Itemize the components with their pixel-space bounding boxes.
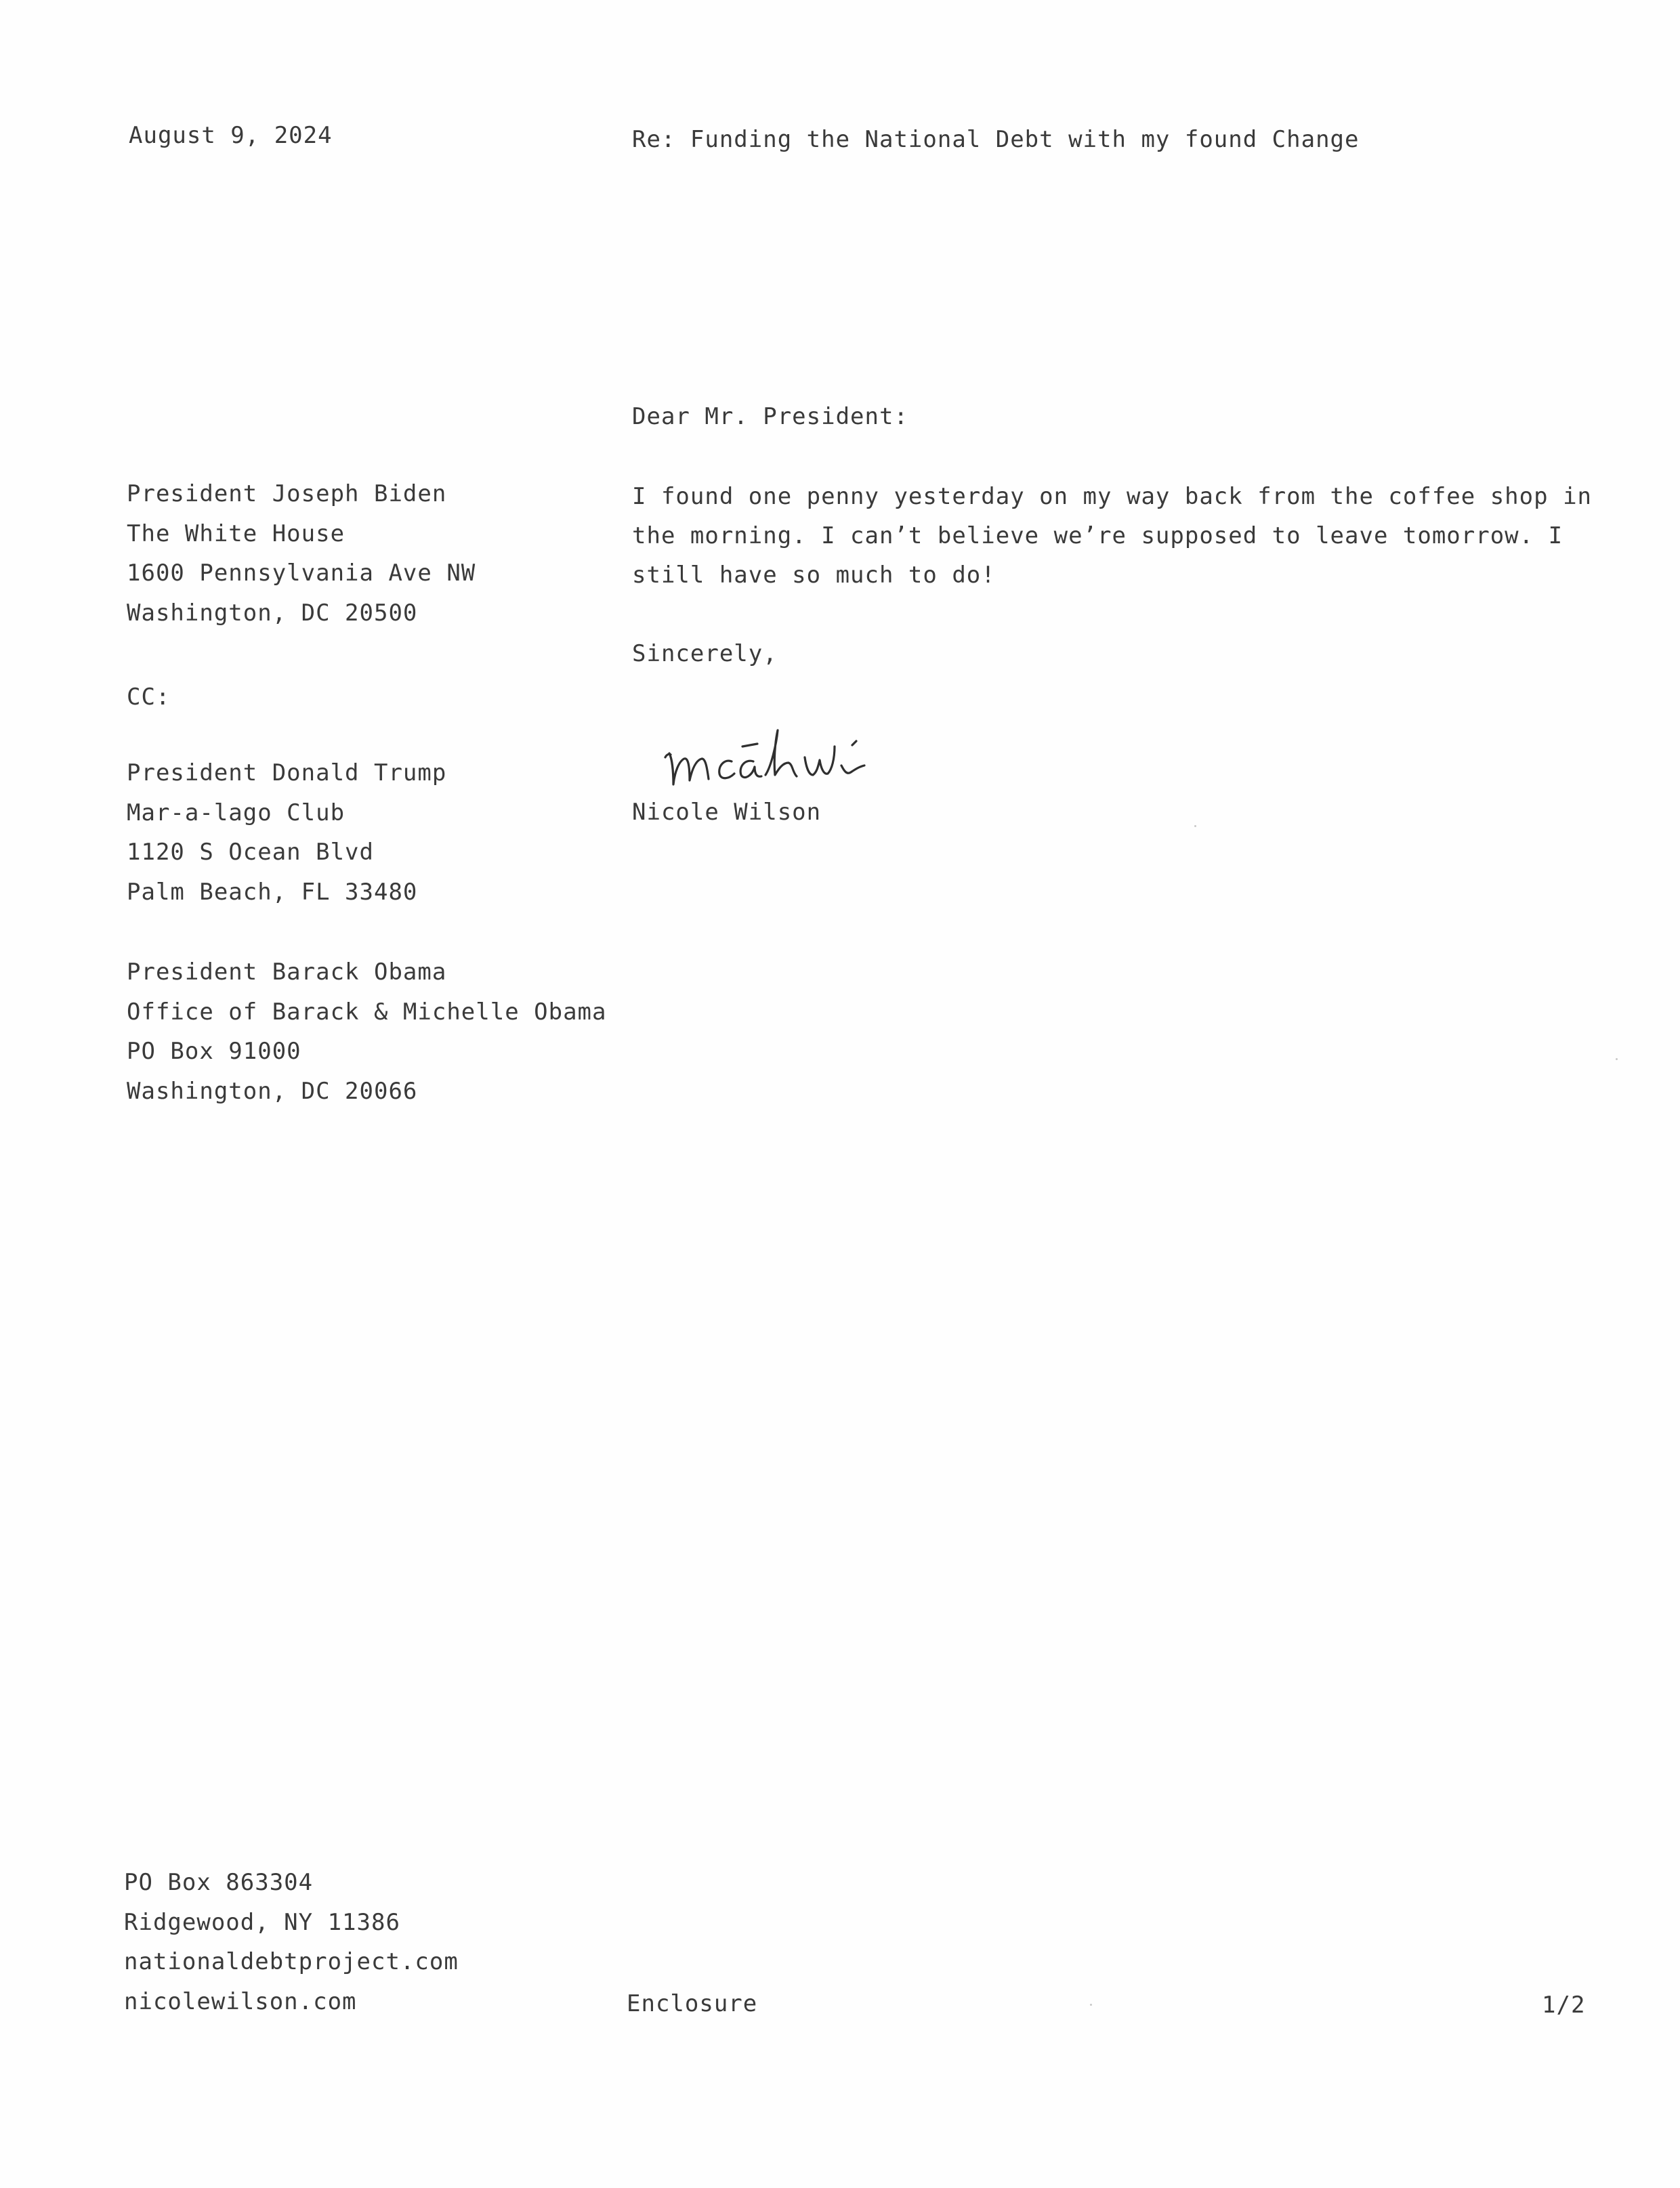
cc-recipient-line: Washington, DC 20066 — [127, 1077, 418, 1105]
body-line: the morning. I can’t believe we’re supposed to leave tomorrow. I — [632, 522, 1563, 549]
handwritten-signature — [664, 704, 1003, 799]
scan-speck — [1616, 1058, 1618, 1060]
scan-speck — [1090, 2004, 1092, 2006]
recipient-address — [127, 474, 476, 633]
signer-name: Nicole Wilson — [632, 799, 822, 826]
cc-recipient-address — [127, 753, 446, 912]
recipient-line: 1600 Pennsylvania Ave NW — [127, 560, 476, 587]
cc-recipient-line: Office of Barack & Michelle Obama — [127, 998, 607, 1026]
recipient-name: President Joseph Biden — [127, 480, 447, 507]
letter-date: August 9, 2024 — [129, 122, 333, 149]
cc-recipient-line: PO Box 91000 — [127, 1038, 301, 1065]
sender-website: nicolewilson.com — [124, 1987, 357, 2015]
sender-website: nationaldebtproject.com — [124, 1948, 459, 1975]
cc-recipient-line: Mar-a-lago Club — [127, 799, 345, 826]
body-line: still have so much to do! — [632, 562, 996, 589]
salutation: Dear Mr. President: — [632, 403, 908, 430]
closing: Sincerely, — [632, 640, 778, 667]
cc-recipient-line: Palm Beach, FL 33480 — [127, 878, 418, 906]
scan-speck — [1194, 825, 1196, 827]
recipient-line: The White House — [127, 520, 345, 547]
letter-body — [632, 477, 1592, 595]
cc-label: CC: — [127, 683, 171, 711]
sender-address — [124, 1863, 459, 2021]
cc-recipient-line: 1120 S Ocean Blvd — [127, 839, 374, 866]
cc-recipient-address — [127, 952, 607, 1111]
page-number: 1/2 — [1542, 1992, 1586, 2019]
enclosure-label: Enclosure — [627, 1990, 758, 2017]
recipient-line: Washington, DC 20500 — [127, 599, 418, 627]
sender-address-line: PO Box 863304 — [124, 1869, 314, 1896]
sender-address-line: Ridgewood, NY 11386 — [124, 1908, 400, 1936]
cc-recipient-name: President Barack Obama — [127, 959, 447, 986]
cc-recipient-name: President Donald Trump — [127, 759, 447, 786]
letter-subject: Re: Funding the National Debt with my found Change — [632, 126, 1360, 153]
body-line: I found one penny yesterday on my way back from the coffee shop in — [632, 483, 1593, 510]
